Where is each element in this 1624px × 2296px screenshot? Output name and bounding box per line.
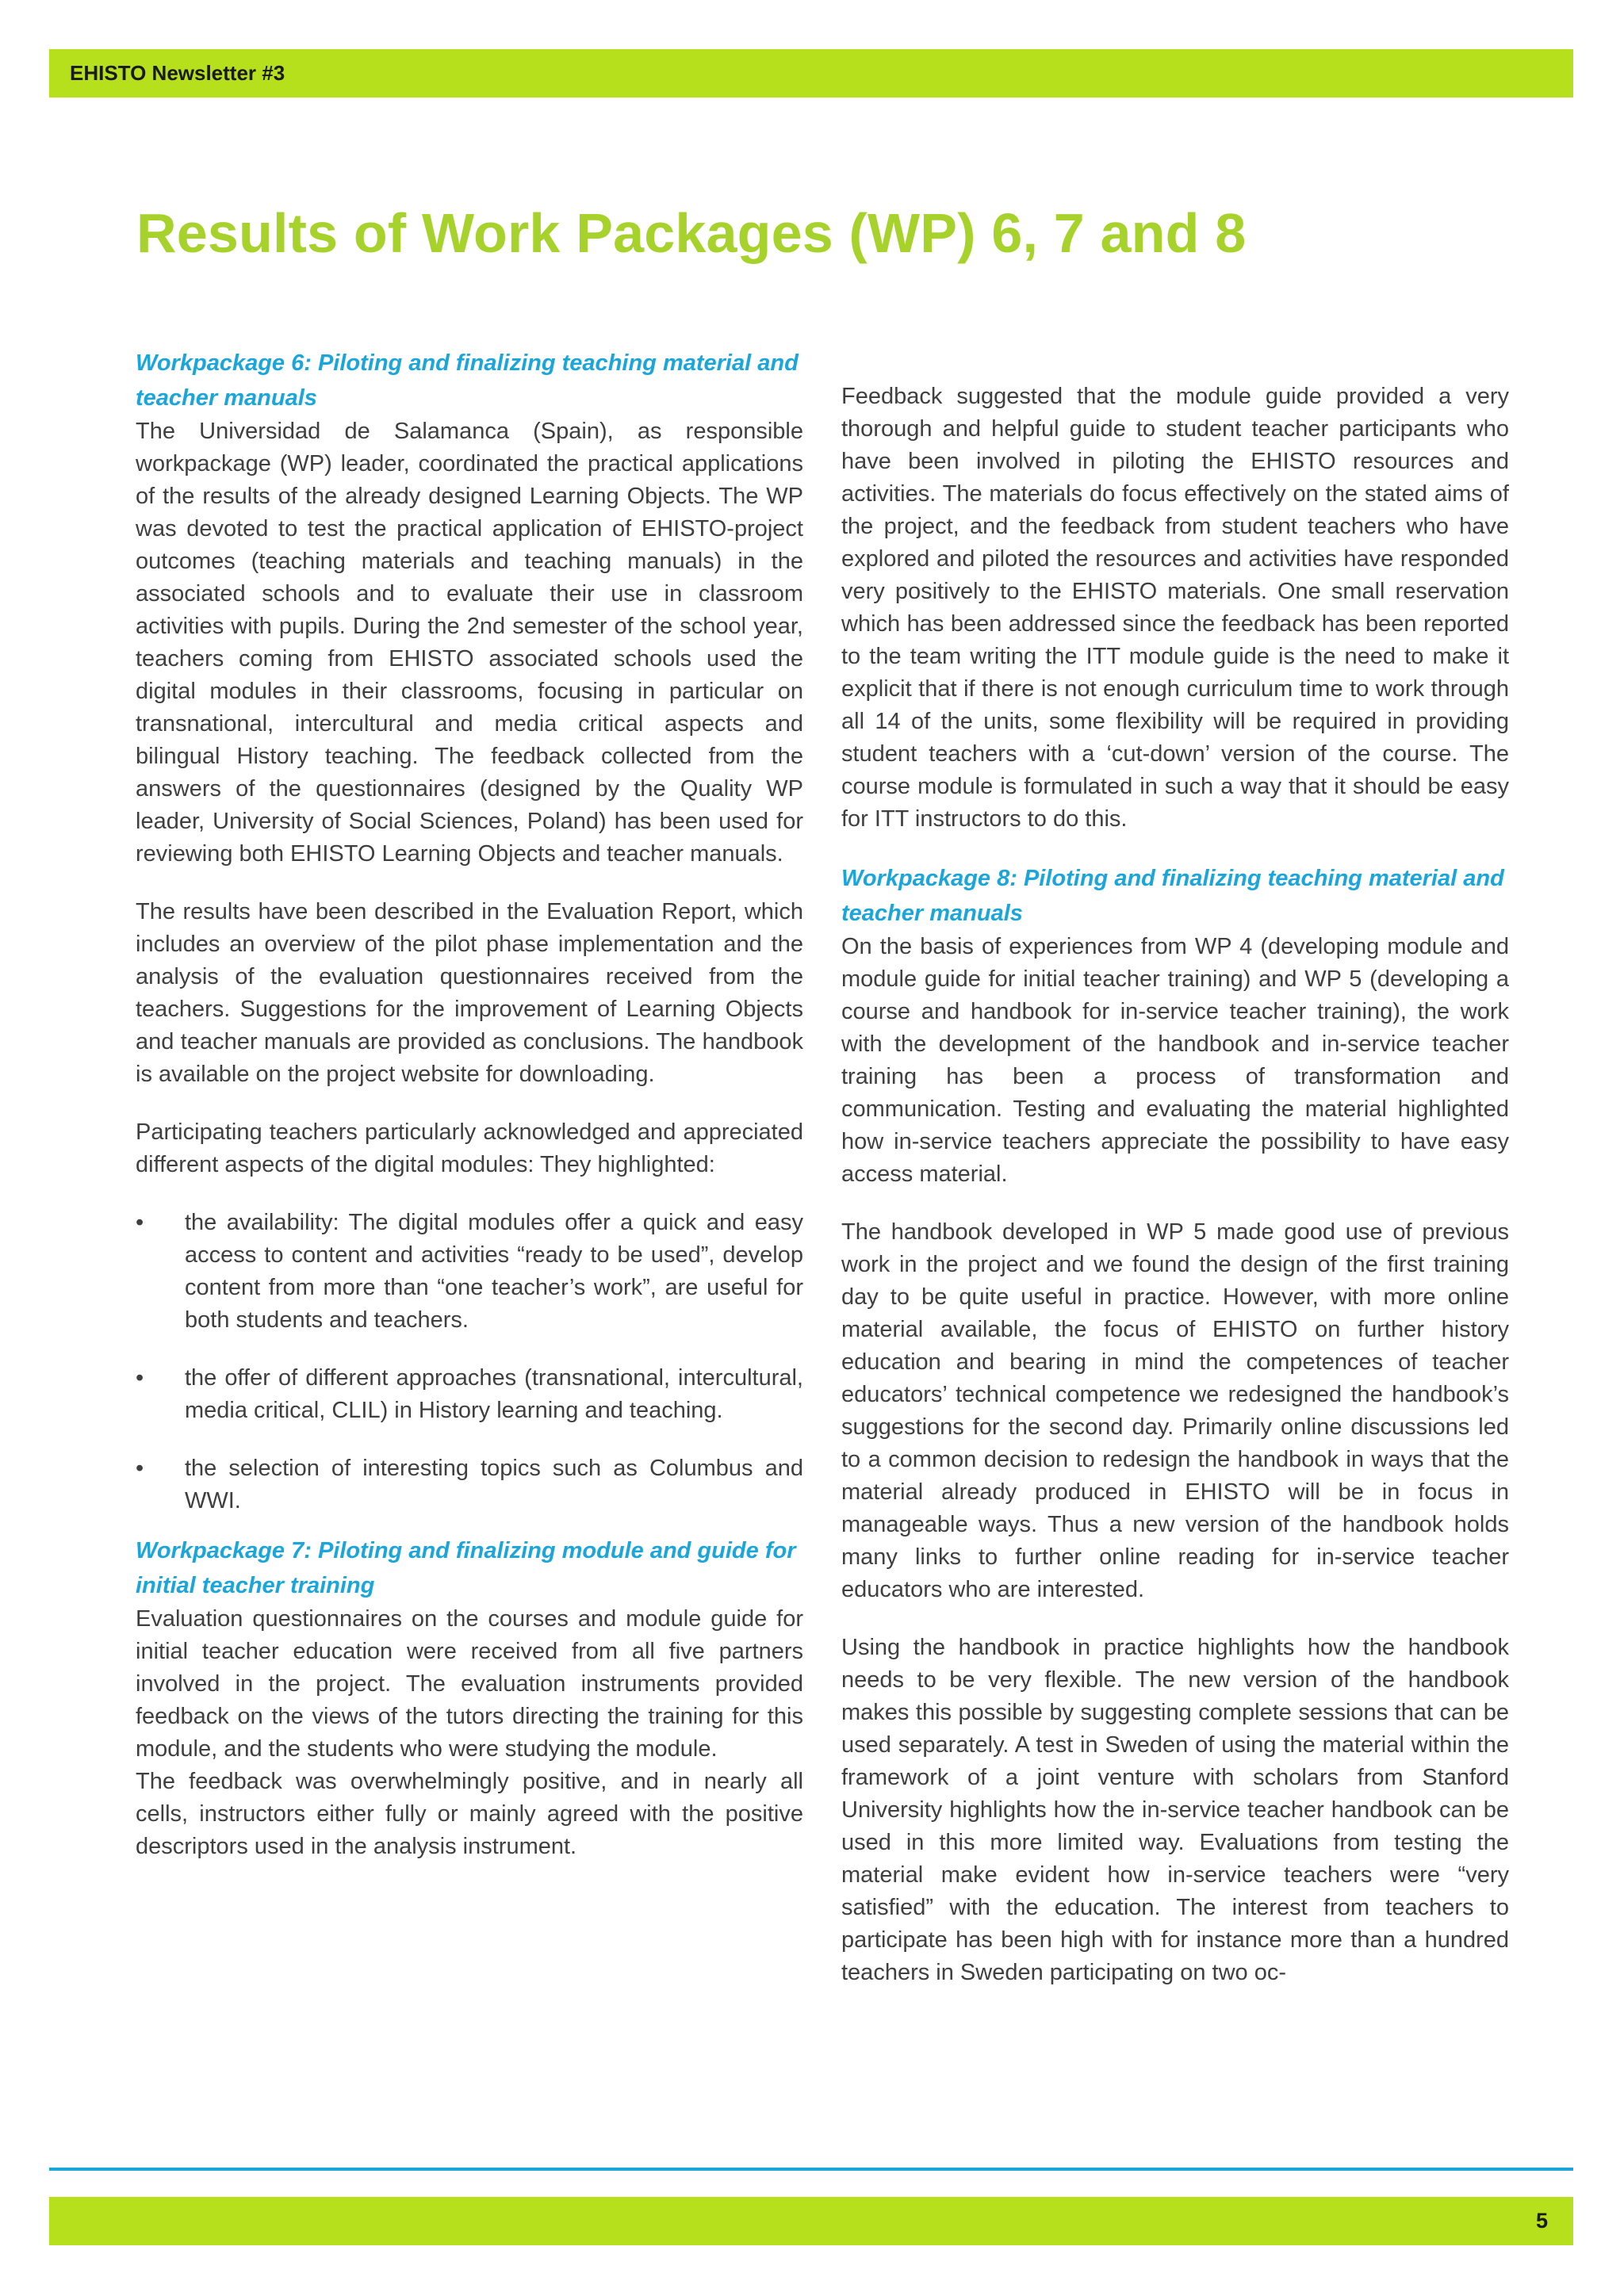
wp6-paragraph-3: Participating teachers particularly acknowledged and appreciated different aspects of the digital modules: They highlighted: [136, 1119, 803, 1177]
footer-divider [49, 2168, 1573, 2171]
page-number: 5 [1535, 2209, 1548, 2233]
wp7-heading: Workpackage 7: Piloting and finalizing module and guide for initial teacher training [136, 1538, 796, 1598]
newsletter-label: EHISTO Newsletter #3 [70, 61, 285, 85]
left-column [136, 346, 803, 1863]
page-title: Results of Work Packages (WP) 6, 7 and 8 [136, 202, 1247, 264]
list-item: • the availability: The digital modules offer a quick and easy access to content and activities “ready to be used”, develop content from more than “one teacher’s work”, are useful for both students and teachers. [136, 1207, 803, 1337]
wp7-paragraph-1: Evaluation questionnaires on the courses and module guide for initial teacher education were received from all five partners involved in the project. The evaluation instruments provided feedback on the views of the tutors directing the training for this module, and the students who were studying the module. [136, 1606, 803, 1762]
wp8-paragraph-1: On the basis of experiences from WP 4 (developing module and module guide for initial teacher training) and WP 5 (developing a course and handbook for in-service teacher training), the work with the development of the handbook and in-service teacher training has been a process of transformation and communication. Testing and evaluating the material highlighted how in-service teachers appreciate the possibility to have easy access material. [841, 934, 1509, 1187]
wp8-paragraph-2: The handbook developed in WP 5 made good use of previous work in the project and we found the design of the first training day to be quite useful in practice. However, with more online material available, the focus of EHISTO on further history education and bearing in mind the competences of teacher educators’ technical competence we redesigned the handbook’s suggestions for the second day. Primarily online discussions led to a common decision to redesign the handbook in ways that the material already produced in EHISTO will be in focus in manageable ways. Thus a new version of the handbook holds many links to further online reading for in-service teacher educators who are interested. [841, 1219, 1509, 1602]
wp6-paragraph-1: The Universidad de Salamanca (Spain), as responsible workpackage (WP) leader, coordinated the practical applications of the results of the already designed Learning Objects. The WP was devoted to test the practical application of EHISTO-project outcomes (teaching materials and teaching manuals) in the associated schools and to evaluate their use in classroom activities with pupils. During the 2nd semester of the school year, teachers coming from EHISTO associated schools used the digital modules in their classrooms, focusing in particular on transnational, intercultural and media critical aspects and bilingual History teaching. The feedback collected from the answers of the questionnaires (designed by the Quality WP leader, University of Social Sciences, Poland) has been used for reviewing both EHISTO Learning Objects and teacher manuals. [136, 419, 803, 867]
wp8-paragraph-3: Using the handbook in practice highlights how the handbook needs to be very flexible. The new version of the handbook makes this possible by suggesting complete sessions that can be used separately. A test in Sweden of using the material within the framework of a joint venture with scholars from Stanford University highlights how the in-service teacher handbook can be used in this more limited way. Evaluations from testing the material make evident how in-service teachers were “very satisfied” with the education. The interest from teachers to participate has been high with for instance more than a hundred teachers in Sweden participating on two oc- [841, 1635, 1509, 1985]
right-column [841, 381, 1509, 1989]
wp8-heading: Workpackage 8: Piloting and finalizing teaching material and teacher manuals [841, 866, 1504, 926]
wp7-paragraph-2: The feedback was overwhelmingly positive, and in nearly all cells, instructors either fully or mainly agreed with the positive descriptors used in the analysis instrument. [136, 1769, 803, 1859]
header-bar [49, 49, 1573, 98]
list-item: • the selection of interesting topics such as Columbus and WWI. [136, 1452, 803, 1517]
wp6-paragraph-2: The results have been described in the Evaluation Report, which includes an overview of the pilot phase implementation and the analysis of the evaluation questionnaires received from the teachers. Suggestions for the improvement of Learning Objects and teacher manuals are provided as conclusions. The handbook is available on the project website for downloading. [136, 899, 803, 1087]
wp6-heading: Workpackage 6: Piloting and finalizing teaching material and teacher manuals [136, 350, 799, 411]
highlights-list [136, 1207, 803, 1517]
wp7-paragraph-3: Feedback suggested that the module guide provided a very thorough and helpful guide to student teacher participants who have been involved in piloting the EHISTO resources and activities. The materials do focus effectively on the stated aims of the project, and the feedback from student teachers who have explored and piloted the resources and activities have responded very positively to the EHISTO materials. One small reservation which has been addressed since the feedback has been reported to the team writing the ITT module guide is the need to make it explicit that if there is not enough curriculum time to work through all 14 of the units, some flexibility will be required in providing student teachers with a ‘cut-down’ version of the course. The course module is formulated in such a way that it should be easy for ITT instructors to do this. [841, 384, 1509, 832]
list-item: • the offer of different approaches (transnational, intercultural, media critical, CLIL) in History learning and teaching. [136, 1362, 803, 1427]
footer-bar [49, 2197, 1573, 2245]
